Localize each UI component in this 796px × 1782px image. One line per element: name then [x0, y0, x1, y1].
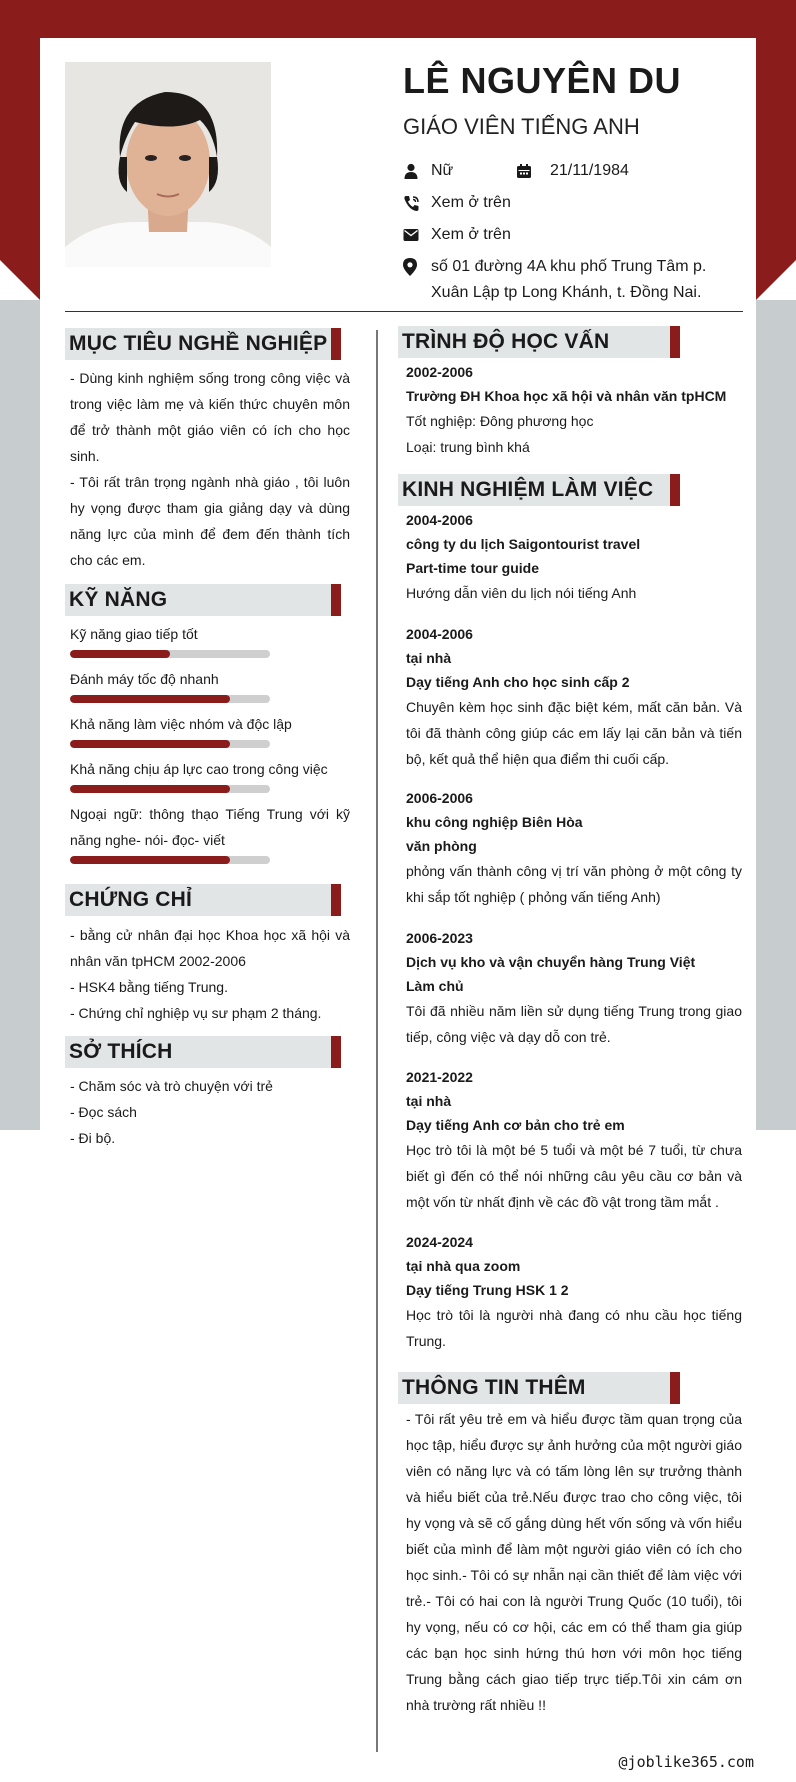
- experience-position: Dạy tiếng Trung HSK 1 2: [406, 1282, 569, 1298]
- experience-entry: [406, 508, 742, 606]
- experience-company: Dịch vụ kho và vận chuyển hàng Trung Việt: [406, 954, 696, 970]
- objective-paragraph-2: - Tôi rất trân trọng ngành nhà giáo , tôi luôn hy vọng được tham gia giảng dạy và dùng năng lực của mình để đem đến thành tích cho các em.: [70, 474, 350, 568]
- section-accent-bar: [331, 1036, 341, 1068]
- mail-icon: [403, 222, 431, 248]
- skills-title: KỸ NĂNG: [69, 588, 168, 611]
- experience-description: Chuyên kèm học sinh đặc biệt kém, mất căn bản. Và tôi đã thành công giúp các em lấy lại căn bản và tiến bộ, kết quả thể hiện qua điểm thi cuối cấp.: [406, 699, 742, 767]
- address-row: [403, 254, 731, 306]
- email-row: [403, 222, 511, 248]
- certificates-title: CHỨNG CHỈ: [69, 888, 193, 911]
- certificates-text: [70, 922, 350, 1026]
- section-accent-bar: [331, 884, 341, 916]
- experience-description: phỏng vấn thành công vị trí văn phòng ở một công ty khi sắp tốt nghiệp ( phỏng vấn tiếng Anh): [406, 863, 742, 905]
- objective-section-header: [65, 328, 341, 360]
- experience-entry: [406, 926, 742, 1050]
- skill-bar: [70, 740, 270, 748]
- hobby-item: - Chăm sóc và trò chuyện với trẻ: [70, 1078, 273, 1094]
- user-icon: [403, 158, 431, 184]
- experience-position: Part-time tour guide: [406, 560, 540, 576]
- section-accent-bar: [670, 1372, 680, 1404]
- experience-description: Tôi đã nhiều năm liền sử dụng tiếng Trung trong giao tiếp, công việc và dạy dỗ con trẻ.: [406, 1003, 742, 1045]
- skill-bar: [70, 650, 270, 658]
- experience-section-header: [398, 474, 680, 506]
- certificate-item: - HSK4 bằng tiếng Trung.: [70, 979, 228, 995]
- left-side-band: [0, 300, 40, 1130]
- skill-label: Ngoại ngữ: thông thạo Tiếng Trung với kỹ năng nghe- nói- đọc- viết: [70, 806, 350, 848]
- skills-section-header: [65, 584, 341, 616]
- certificate-item: - Chứng chỉ nghiệp vụ sư phạm 2 tháng.: [70, 1005, 322, 1021]
- experience-company: tại nhà: [406, 1093, 452, 1109]
- skill-bar-fill: [70, 856, 230, 864]
- additional-info-title: THÔNG TIN THÊM: [402, 1376, 586, 1399]
- additional-info-text: - Tôi rất yêu trẻ em và hiểu được tầm quan trọng của học tập, hiểu được sự ảnh hưởng của một người giáo viên có năng lực và có tấm lòng lên sự trưởng thành và hiểu biết của trẻ.Nếu được trao cho công việc, tôi hy vọng và sẽ cố gắng dùng hết vốn sống và vốn hiểu biết của mình để làm một người giáo viên có ích cho học sinh.- Tôi có sự nhẫn nại cần thiết để làm việc với trẻ.- Tôi có hai con là người Trung Quốc (10 tuổi), tôi hy vọng, nếu có cơ hội, các em có thể tham gia giúp các bạn học sinh hứng thú hơn với môn học tiếng Trung bằng cách giao tiếp trực tiếp.Tôi xin cám ơn nhà trường rất nhiều !!: [406, 1411, 742, 1713]
- section-accent-bar: [670, 326, 680, 358]
- hobbies-title: SỞ THÍCH: [69, 1040, 173, 1063]
- section-accent-bar: [670, 474, 680, 506]
- experience-years: 2006-2006: [406, 790, 473, 806]
- section-accent-bar: [331, 584, 341, 616]
- education-major: Tốt nghiệp: Đông phương học: [406, 413, 594, 429]
- right-side-band: [756, 300, 796, 1130]
- experience-company: khu công nghiệp Biên Hòa: [406, 814, 583, 830]
- birthdate-text: 21/11/1984: [550, 162, 629, 179]
- candidate-role: GIÁO VIÊN TIẾNG ANH: [403, 114, 640, 139]
- experience-entry: [406, 1230, 742, 1354]
- skill-bar-fill: [70, 650, 170, 658]
- experience-company: công ty du lịch Saigontourist travel: [406, 536, 641, 552]
- hobbies-section-header: [65, 1036, 341, 1068]
- experience-position: Dạy tiếng Anh cơ bản cho trẻ em: [406, 1117, 625, 1133]
- profile-photo: [65, 62, 271, 267]
- address-text: [431, 254, 731, 306]
- education-years: 2002-2006: [406, 364, 473, 380]
- skill-label: Khả năng chịu áp lực cao trong công việc: [70, 761, 328, 777]
- experience-position: Làm chủ: [406, 978, 464, 994]
- location-pin-icon: [403, 254, 431, 280]
- skill-bar-fill: [70, 785, 230, 793]
- objective-text: [70, 365, 350, 573]
- skill-bar-fill: [70, 740, 230, 748]
- skill-label: Khả năng làm việc nhóm và độc lập: [70, 716, 292, 732]
- objective-paragraph-1: - Dùng kinh nghiệm sống trong công việc và trong việc làm mẹ và kiến thức chuyên môn để trở thành một giáo viên có ích cho học sinh.: [70, 370, 350, 464]
- experience-years: 2021-2022: [406, 1069, 473, 1085]
- email-text: Xem ở trên: [431, 226, 511, 243]
- address-line-2: Xuân Lập tp Long Khánh, t. Đồng Nai.: [431, 284, 702, 301]
- footer-watermark: @joblike365.com: [618, 1753, 754, 1771]
- skill-bar-fill: [70, 695, 230, 703]
- experience-company: tại nhà qua zoom: [406, 1258, 521, 1274]
- skill-label: Đánh máy tốc độ nhanh: [70, 671, 219, 687]
- experience-position: văn phòng: [406, 838, 477, 854]
- phone-icon: [403, 190, 431, 216]
- address-line-1: số 01 đường 4A khu phố Trung Tâm p.: [431, 258, 707, 275]
- experience-description: Học trò tôi là người nhà đang có nhu cầu học tiếng Trung.: [406, 1307, 742, 1349]
- skill-bar: [70, 695, 270, 703]
- education-grade: Loại: trung bình khá: [406, 439, 530, 455]
- left-corner-notch: [0, 260, 40, 300]
- experience-entry: [406, 622, 742, 772]
- education-section-header: [398, 326, 680, 358]
- calendar-icon: [516, 158, 544, 184]
- header-divider: [65, 311, 743, 312]
- education-school: Trường ĐH Khoa học xã hội và nhân văn tpHCM: [406, 388, 727, 404]
- column-divider: [376, 330, 378, 1752]
- skill-bar: [70, 785, 270, 793]
- phone-text: Xem ở trên: [431, 194, 511, 211]
- experience-years: 2004-2006: [406, 626, 473, 642]
- experience-entry: [406, 1065, 742, 1215]
- gender-text: Nữ: [431, 162, 454, 179]
- right-corner-notch: [756, 260, 796, 300]
- experience-years: 2024-2024: [406, 1234, 473, 1250]
- education-entry: [406, 360, 742, 460]
- education-title: TRÌNH ĐỘ HỌC VẤN: [402, 330, 610, 353]
- additional-info-section-header: [398, 1372, 680, 1404]
- certificates-section-header: [65, 884, 341, 916]
- birthdate-row: [516, 158, 629, 184]
- candidate-name: LÊ NGUYÊN DU: [403, 60, 682, 101]
- section-accent-bar: [331, 328, 341, 360]
- experience-company: tại nhà: [406, 650, 452, 666]
- experience-title: KINH NGHIỆM LÀM VIỆC: [402, 478, 654, 501]
- experience-position: Dạy tiếng Anh cho học sinh cấp 2: [406, 674, 630, 690]
- experience-entry: [406, 786, 742, 910]
- experience-years: 2004-2006: [406, 512, 473, 528]
- hobbies-text: [70, 1073, 350, 1151]
- gender-row: [403, 158, 453, 184]
- certificate-item: - bằng cử nhân đại học Khoa học xã hội và nhân văn tpHCM 2002-2006: [70, 927, 350, 969]
- phone-row: [403, 190, 511, 216]
- experience-description: Hướng dẫn viên du lịch nói tiếng Anh: [406, 585, 637, 601]
- experience-description: Học trò tôi là một bé 5 tuổi và một bé 7 tuổi, từ chưa biết gì đến có thể nói những câu yêu cầu cơ bản và một vốn từ nhất định về các đồ vật trong tầm mắt .: [406, 1142, 742, 1210]
- experience-years: 2006-2023: [406, 930, 473, 946]
- hobby-item: - Đọc sách: [70, 1104, 137, 1120]
- skill-bar: [70, 856, 270, 864]
- objective-title: MỤC TIÊU NGHỀ NGHIỆP: [69, 332, 328, 355]
- skill-label: Kỹ năng giao tiếp tốt: [70, 626, 198, 642]
- hobby-item: - Đi bộ.: [70, 1130, 116, 1146]
